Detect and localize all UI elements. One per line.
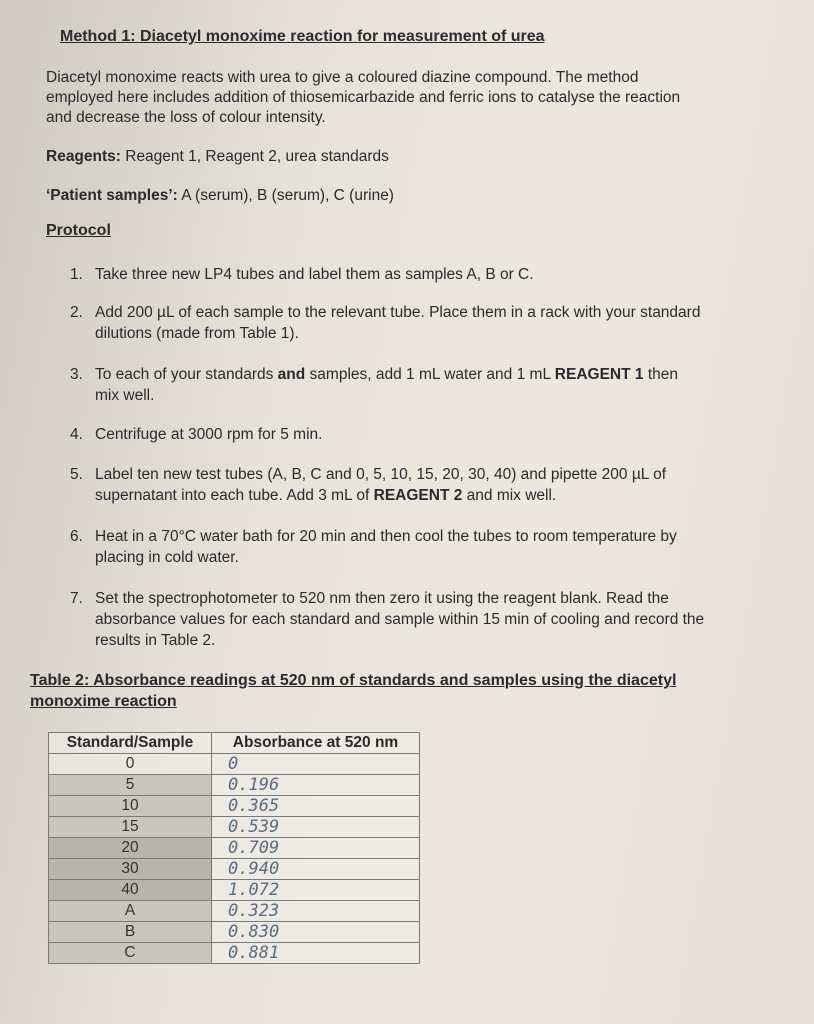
sample-cell: A <box>49 901 212 922</box>
intro-line: Diacetyl monoxime reacts with urea to give a coloured diazine compound. The method <box>46 69 639 86</box>
step-text: mix well. <box>95 387 155 404</box>
absorbance-cell: 0.196 <box>212 775 420 796</box>
intro-paragraph <box>46 68 806 128</box>
column-header: Standard/Sample <box>49 733 212 754</box>
standard-cell: 10 <box>49 796 212 817</box>
protocol-step <box>70 464 800 506</box>
intro-line: employed here includes addition of thiosemicarbazide and ferric ions to catalyse the reaction <box>46 89 681 106</box>
table-row <box>49 775 420 796</box>
reagents-text: Reagent 1, Reagent 2, urea standards <box>120 148 389 165</box>
table-row <box>49 901 420 922</box>
table-row <box>49 859 420 880</box>
step-number: 3. <box>70 366 83 383</box>
step-text: Heat in a 70°C water bath for 20 min and then cool the tubes to room temperature by <box>95 528 677 545</box>
sample-cell: B <box>49 922 212 943</box>
step-number: 7. <box>70 590 83 607</box>
sample-cell: C <box>49 943 212 964</box>
protocol-step <box>70 264 800 285</box>
absorbance-cell: 0.323 <box>212 901 420 922</box>
absorbance-cell: 0.709 <box>212 838 420 859</box>
standard-cell: 40 <box>49 880 212 901</box>
table-title <box>30 670 810 712</box>
step-number: 1. <box>70 266 83 283</box>
step-text: Centrifuge at 3000 rpm for 5 min. <box>95 426 323 443</box>
step-number: 6. <box>70 528 83 545</box>
step-text: dilutions (made from Table 1). <box>95 325 299 342</box>
step-number: 2. <box>70 304 83 321</box>
table-row <box>49 880 420 901</box>
table-row <box>49 922 420 943</box>
absorbance-cell: 0 <box>212 754 420 775</box>
protocol-step <box>70 424 800 445</box>
table-row <box>49 838 420 859</box>
absorbance-cell: 1.072 <box>212 880 420 901</box>
standard-cell: 5 <box>49 775 212 796</box>
table-row <box>49 817 420 838</box>
patient-samples-line <box>46 187 394 205</box>
absorbance-cell: 0.881 <box>212 943 420 964</box>
reagents-line <box>46 148 389 166</box>
protocol-step <box>70 526 800 568</box>
intro-line: and decrease the loss of colour intensity. <box>46 109 326 126</box>
absorbance-cell: 0.830 <box>212 922 420 943</box>
absorbance-cell: 0.365 <box>212 796 420 817</box>
patient-samples-label: ‘Patient samples’: <box>46 187 178 204</box>
step-number: 5. <box>70 466 83 483</box>
step-text: Set the spectrophotometer to 520 nm then zero it using the reagent blank. Read the <box>95 590 669 607</box>
step-number: 4. <box>70 426 83 443</box>
absorbance-table <box>48 732 420 964</box>
table-title-line: monoxime reaction <box>30 693 177 710</box>
table-header-row <box>49 733 420 754</box>
table-row <box>49 943 420 964</box>
table-row <box>49 754 420 775</box>
step-text: placing in cold water. <box>95 549 239 566</box>
step-text: absorbance values for each standard and sample within 15 min of cooling and record the <box>95 611 705 628</box>
table-title-line: Table 2: Absorbance readings at 520 nm of standards and samples using the diacetyl <box>30 672 677 689</box>
column-header: Absorbance at 520 nm <box>212 733 420 754</box>
standard-cell: 30 <box>49 859 212 880</box>
protocol-title: Protocol <box>46 222 111 239</box>
reagents-label: Reagents: <box>46 148 121 165</box>
step-text: Take three new LP4 tubes and label them as samples A, B or C. <box>95 266 534 283</box>
absorbance-cell: 0.940 <box>212 859 420 880</box>
protocol-step <box>70 302 800 344</box>
step-text: Add 200 µL of each sample to the relevant tube. Place them in a rack with your standard <box>95 304 701 321</box>
standard-cell: 15 <box>49 817 212 838</box>
protocol-step <box>70 364 800 406</box>
step-text: To each of your standards and samples, add 1 mL water and 1 mL REAGENT 1 then <box>95 366 678 383</box>
absorbance-cell: 0.539 <box>212 817 420 838</box>
patient-samples-text: A (serum), B (serum), C (urine) <box>177 187 394 204</box>
step-text: Label ten new test tubes (A, B, C and 0, 5, 10, 15, 20, 30, 40) and pipette 200 µL of <box>95 466 667 483</box>
table-row <box>49 796 420 817</box>
standard-cell: 0 <box>49 754 212 775</box>
protocol-step <box>70 588 800 651</box>
step-text: results in Table 2. <box>95 632 216 649</box>
standard-cell: 20 <box>49 838 212 859</box>
step-text: supernatant into each tube. Add 3 mL of REAGENT 2 and mix well. <box>95 487 557 504</box>
method-heading: Method 1: Diacetyl monoxime reaction for measurement of urea <box>60 28 545 45</box>
